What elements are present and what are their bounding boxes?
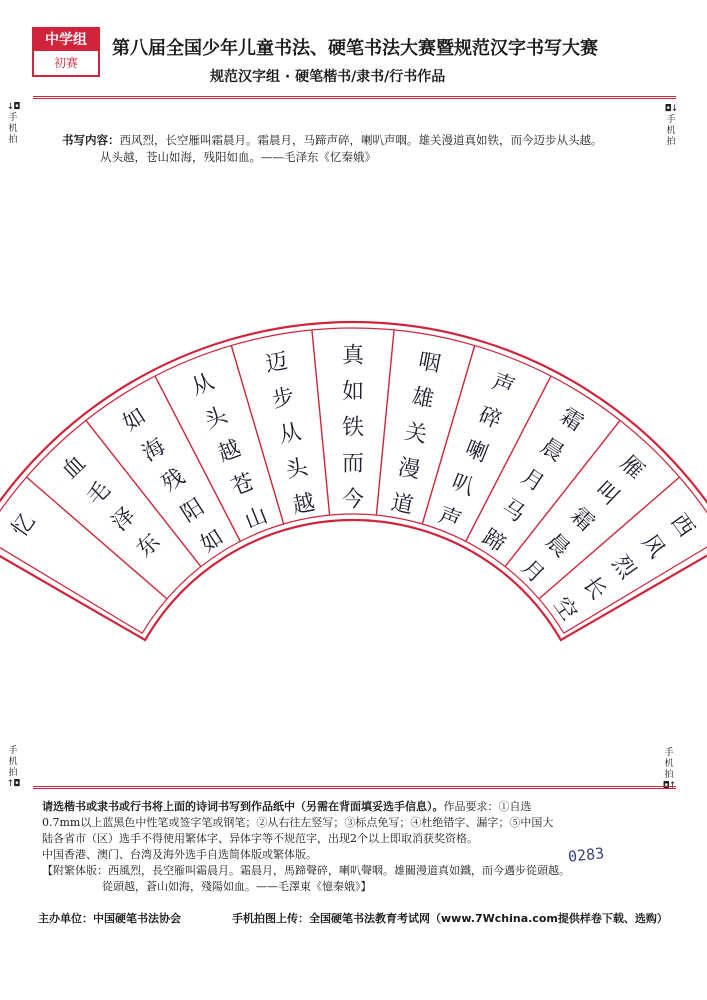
fan-character: 喇 bbox=[461, 436, 492, 468]
fan-character: 霜 bbox=[555, 403, 588, 437]
camera-icon: ↓◘ bbox=[6, 102, 20, 112]
fan-character: 咽 bbox=[416, 348, 443, 378]
fan-character: 越 bbox=[290, 490, 317, 520]
fan-character: 如 bbox=[341, 379, 365, 405]
fan-character: 头 bbox=[283, 454, 311, 484]
requirements-line-4: 中国香港、澳门、台湾及海外选手自选简体版或繁体版。 bbox=[42, 848, 317, 861]
requirements-line-1: 作品要求：①自选 bbox=[443, 800, 532, 813]
page-subtitle: 规范汉字组 · 硬笔楷书/隶书/行书作品 bbox=[210, 69, 446, 85]
requirements-line-5: 【附繁体版：西風烈，長空雁叫霜晨月。霜晨月，馬蹄聲碎，喇叭聲咽。雄關漫道真如鐵，而今邁步從頭越。 bbox=[42, 864, 570, 877]
fan-column bbox=[548, 509, 698, 625]
fan-character: 毛 bbox=[82, 477, 116, 511]
fan-character: 迈 bbox=[263, 348, 290, 378]
fan-character: 如 bbox=[196, 524, 229, 558]
fan-character: 今 bbox=[341, 487, 365, 513]
serial-number: 0283 bbox=[567, 844, 605, 866]
fan-character: 海 bbox=[138, 433, 171, 467]
fan-character: 蹄 bbox=[477, 524, 510, 558]
badge-group-label: 中学组 bbox=[34, 29, 98, 51]
fan-character: 月 bbox=[516, 464, 549, 498]
fan-character: 如 bbox=[118, 403, 151, 437]
content-line-1: 西风烈，长空雁叫霜晨月。霜晨月，马蹄声碎，喇叭声咽。雄关漫道真如铁，而今迈步从头越。 bbox=[119, 133, 603, 147]
fan-character: 山 bbox=[241, 502, 272, 535]
organizer-text: 主办单位：中国硬笔书法协会 bbox=[38, 912, 181, 925]
fan-character: 风 bbox=[636, 530, 670, 563]
fan-character: 晨 bbox=[540, 529, 574, 563]
fan-character: 残 bbox=[157, 464, 190, 498]
fan-character: 忆 bbox=[7, 509, 41, 542]
content-line-2: 从头越，苍山如海，残阳如血。——毛泽东《忆秦娥》 bbox=[100, 150, 376, 164]
fan-character: 铁 bbox=[341, 415, 365, 441]
fan-character: 头 bbox=[201, 402, 232, 435]
fan-column bbox=[263, 349, 317, 519]
camera-icon: ◘↑ bbox=[662, 781, 676, 791]
fan-character: 漫 bbox=[395, 454, 423, 484]
fan-character: 雁 bbox=[615, 450, 649, 485]
camera-icon: ↑◘ bbox=[6, 779, 20, 789]
fan-character: 叭 bbox=[448, 469, 478, 501]
fan-character: 道 bbox=[389, 490, 416, 520]
requirements-line-2: 0.7mm以上蓝黑色中性笔或签字笔或钢笔；②从右往左竖写；③标点免写；④杜绝错字、漏字；⑤中国大 bbox=[42, 816, 554, 829]
fan-character: 越 bbox=[214, 436, 245, 468]
requirements-block bbox=[42, 799, 650, 895]
badge-round-label: 初赛 bbox=[53, 56, 78, 70]
fan-character: 东 bbox=[132, 529, 166, 563]
fan-character: 真 bbox=[341, 343, 365, 369]
fan-character: 霜 bbox=[565, 503, 599, 537]
fan-character: 关 bbox=[402, 419, 430, 449]
fan-column-divider bbox=[376, 330, 394, 515]
fan-character: 血 bbox=[57, 450, 91, 485]
fan-character: 苍 bbox=[228, 469, 258, 501]
fan-character: 泽 bbox=[107, 503, 141, 537]
fan-column-divider bbox=[312, 330, 330, 515]
page-title: 第八届全国少年儿童书法、硬笔书法大赛暨规范汉字书写大赛 bbox=[112, 38, 598, 59]
camera-icon: ◘↓ bbox=[664, 104, 678, 114]
fan-character: 从 bbox=[276, 419, 304, 449]
side-label-top-right: ◘↓ 手机拍 bbox=[664, 104, 678, 147]
fan-character: 月 bbox=[515, 555, 550, 589]
upload-text: 手机拍图上传：全国硬笔书法教育考试网（www.7Wchina.com提供样卷下载、选购） bbox=[232, 912, 668, 925]
fan-character: 碎 bbox=[474, 402, 505, 435]
fan-character: 烈 bbox=[606, 551, 641, 584]
side-label-top-left: ↓◘ 手机拍 bbox=[6, 102, 20, 145]
side-label-bottom-right: 手机拍 ◘↑ bbox=[662, 748, 676, 791]
fan-column bbox=[389, 349, 443, 519]
fan-character: 声 bbox=[488, 369, 519, 401]
fan-column bbox=[342, 344, 365, 513]
fan-column bbox=[58, 451, 166, 562]
side-label-bottom-left: 手机拍 ↑◘ bbox=[6, 746, 20, 789]
fan-character: 长 bbox=[577, 572, 611, 605]
fan-character: 晨 bbox=[535, 433, 568, 467]
fan-character: 阳 bbox=[176, 494, 209, 528]
fan-character: 叫 bbox=[590, 477, 624, 511]
requirements-line-3: 陆各省市（区）选手不得使用繁体字、异体字等不规范字，出现2个以上即取消获奖资格。 bbox=[42, 832, 478, 845]
fan-character: 从 bbox=[187, 369, 218, 401]
fan-character: 声 bbox=[434, 502, 465, 535]
fan-character: 而 bbox=[341, 451, 365, 477]
requirements-line-6: 從頭越，蒼山如海，殘陽如血。——毛澤東《憶秦娥》】 bbox=[102, 880, 372, 893]
fan-character: 雄 bbox=[409, 384, 436, 414]
requirements-lead: 请选楷书或隶书或行书将上面的诗词书写到作品纸中（另需在背面填妥选手信息）。 bbox=[42, 800, 444, 813]
fan-character: 空 bbox=[548, 592, 582, 626]
content-label: 书写内容： bbox=[62, 133, 120, 147]
fan-character: 步 bbox=[270, 384, 297, 414]
fan-column bbox=[7, 509, 40, 541]
fan-character: 马 bbox=[497, 494, 530, 528]
fan-character: 西 bbox=[665, 509, 699, 542]
bottom-divider bbox=[33, 786, 676, 789]
